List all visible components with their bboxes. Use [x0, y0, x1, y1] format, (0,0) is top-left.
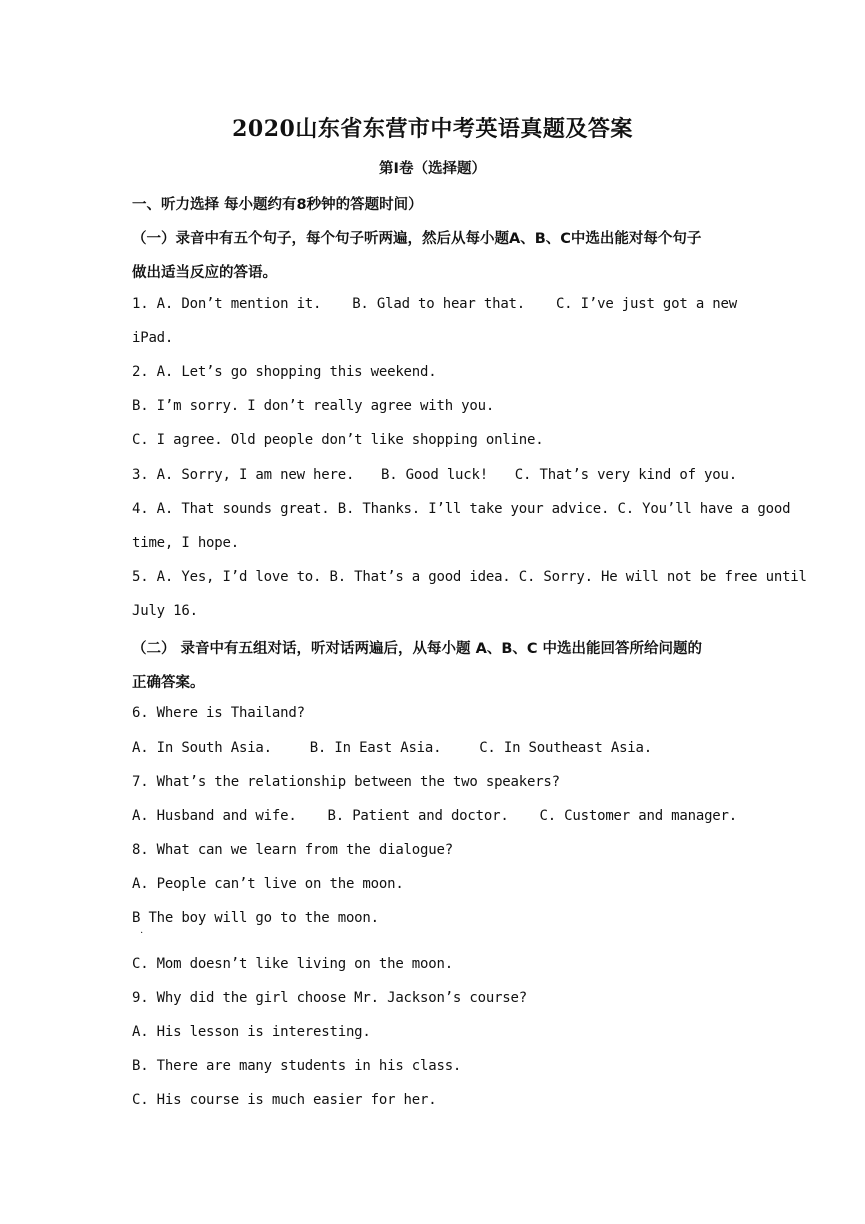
- question-7-options: [132, 808, 737, 824]
- page-subtitle: 第Ⅰ卷（选择题）: [379, 161, 486, 177]
- option-b: B. In East Asia.: [309, 740, 442, 756]
- option-b: B. Patient and doctor.: [327, 808, 509, 824]
- section-heading-listening: 一、听力选择 每小题约有8秒钟的答题时间）: [132, 197, 423, 213]
- question-7: 7. What’s the relationship between the two speakers?: [132, 774, 560, 790]
- question-8-option-a: A. People can’t live on the moon.: [132, 876, 404, 892]
- question-2-option-a: 2. A. Let’s go shopping this weekend.: [132, 364, 437, 380]
- page-title: 2020山东省东营市中考英语真题及答案: [232, 116, 633, 142]
- question-2-option-b: B. I’m sorry. I don’t really agree with you.: [132, 398, 495, 414]
- option-c: C. Customer and manager.: [539, 808, 737, 824]
- question-6: 6. Where is Thailand?: [132, 705, 305, 721]
- question-2-option-c: C. I agree. Old people don’t like shopping online.: [132, 432, 544, 448]
- option-c: C. I’ve just got a new: [555, 296, 737, 312]
- option-c: C. In Southeast Asia.: [479, 740, 652, 756]
- question-5-cont: July 16.: [132, 603, 198, 619]
- option-a: 1. A. Don’t mention it.: [132, 296, 322, 312]
- question-5: 5. A. Yes, I’d love to. B. That’s a good idea. C. Sorry. He will not be free until: [132, 569, 807, 585]
- question-9-option-a: A. His lesson is interesting.: [132, 1024, 371, 1040]
- question-4-cont: time, I hope.: [132, 535, 239, 551]
- stray-dot: ·: [140, 928, 144, 939]
- part2-instruction: （二） 录音中有五组对话，听对话两遍后，从每小题 A、B、C 中选出能回答所给问题的: [132, 641, 703, 657]
- part2-instruction-cont: 正确答案。: [132, 675, 205, 691]
- option-a: A. Husband and wife.: [132, 808, 297, 824]
- question-9: 9. Why did the girl choose Mr. Jackson’s course?: [132, 990, 527, 1006]
- option-c: C. That’s very kind of you.: [514, 467, 737, 483]
- option-a: 3. A. Sorry, I am new here.: [132, 467, 355, 483]
- option-b: B. Good luck!: [381, 467, 488, 483]
- question-1: [132, 296, 737, 312]
- question-9-option-c: C. His course is much easier for her.: [132, 1092, 437, 1108]
- question-8: 8. What can we learn from the dialogue?: [132, 842, 453, 858]
- question-3: [132, 467, 737, 483]
- question-4: 4. A. That sounds great. B. Thanks. I’ll take your advice. C. You’ll have a good: [132, 501, 791, 517]
- question-6-options: [132, 740, 652, 756]
- option-a: A. In South Asia.: [132, 740, 272, 756]
- option-b: B. Glad to hear that.: [352, 296, 526, 312]
- question-8-option-b: B The boy will go to the moon.: [132, 910, 379, 926]
- part1-instruction-cont: 做出适当反应的答语。: [132, 265, 277, 281]
- question-8-option-c: C. Mom doesn’t like living on the moon.: [132, 956, 453, 972]
- question-9-option-b: B. There are many students in his class.: [132, 1058, 462, 1074]
- question-1-cont: iPad.: [132, 330, 174, 346]
- part1-instruction: （一）录音中有五个句子，每个句子听两遍，然后从每小题A、B、C中选出能对每个句子: [132, 231, 702, 247]
